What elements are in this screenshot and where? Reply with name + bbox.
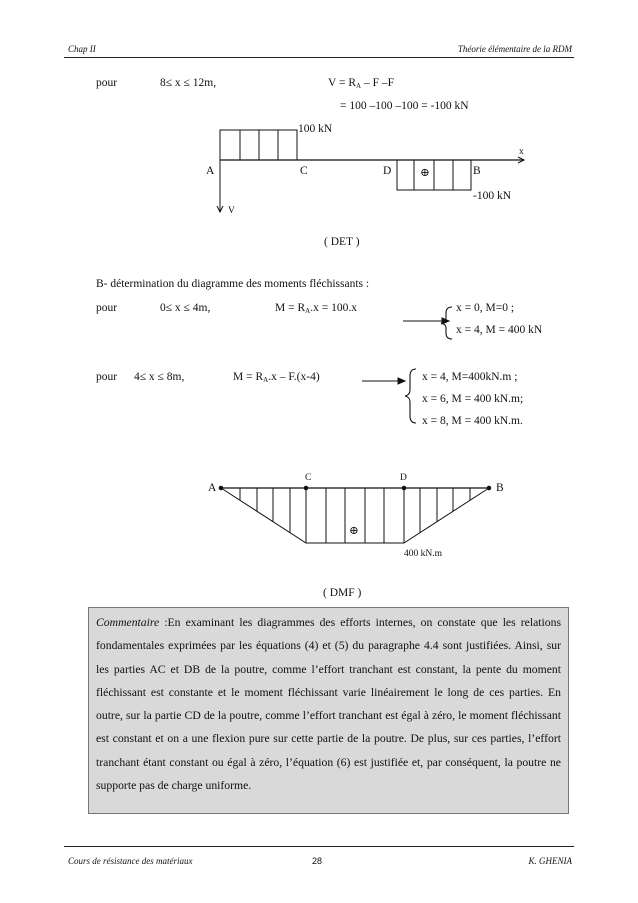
dmf-plus-icon: ⊕ (349, 525, 359, 537)
header-title: Théorie élémentaire de la RDM (457, 44, 572, 54)
det-caption: ( DET ) (324, 236, 360, 248)
dmf-point-a: A (208, 482, 217, 494)
comment-box (88, 607, 569, 814)
det-plus-icon: ⊕ (420, 167, 430, 179)
footer-author: K. GHENIA (528, 856, 572, 866)
header-chapter: Chap II (68, 44, 96, 54)
det-point-c: C (300, 165, 308, 177)
dmf-point-b: B (496, 482, 504, 494)
dmf-value-label: 400 kN.m (404, 549, 442, 559)
det-label-bottom: -100 kN (473, 190, 512, 202)
det-axis-v: V (228, 206, 235, 216)
det-point-d: D (383, 165, 392, 177)
case3-range: 8≤ x ≤ 12m, (160, 77, 217, 89)
r2-pour: pour (96, 371, 118, 383)
r2-result-2: x = 6, M = 400 kN.m; (422, 393, 524, 405)
footer-page-number: 28 (312, 856, 323, 866)
r2-equation: $M = R_A.x - F.(x-4)$ (233, 371, 320, 384)
r2-result-1: x = 4, M=400kN.m ; (422, 371, 518, 383)
moments-heading: B- détermination du diagramme des moments fléchissants : (96, 278, 370, 290)
det-point-a: A (206, 165, 215, 177)
dmf-point-c: C (305, 473, 312, 483)
r1-range: 0≤ x ≤ 4m, (160, 302, 211, 314)
det-label-top: 100 kN (298, 123, 333, 135)
case3-result: = 100 –100 –100 = -100 kN (340, 100, 469, 112)
det-point-b: B (473, 165, 481, 177)
footer-rule (64, 846, 574, 847)
brace-r1 (441, 307, 452, 339)
comment-label: Commentaire (96, 616, 160, 629)
footer-course: Cours de résistance des matériaux (68, 856, 193, 866)
dmf-caption: ( DMF ) (323, 587, 362, 599)
r1-pour: pour (96, 302, 118, 314)
r1-result-2: x = 4, M = 400 kN (456, 324, 543, 336)
r2-range: 4≤ x ≤ 8m, (134, 371, 185, 383)
case3-equation: $V = R_A - F$ –F (328, 77, 394, 90)
det-axis-x: x (519, 147, 524, 157)
r1-equation: $M = R_A.x = 100.x$ (275, 302, 357, 315)
r1-result-1: x = 0, M=0 ; (456, 302, 515, 314)
case3-pour: pour (96, 77, 118, 89)
comment-text: :En examinant les diagrammes des efforts internes, on constate que les relations fondamentales exprimées par les équations (4) et (5) du paragraphe 4.4 sont justifiées. Ainsi, sur les parties AC et DB de la poutre, comme l’effort tranchant est constant, la pente du moment fléchissant est constante et le moment fléchissant varie linéairement le long de ces parties. En outre, sur la partie CD de la poutre, comme l’effort tranchant est égal à zéro, le moment fléchissant est constant et on a une flexion pure sur cette partie de la poutre. De plus, sur ces parties, l’effort tranchant étant constant ou égal à zéro, l’équation (6) est justifiée et, par conséquent, la poutre ne supporte pas de charge uniforme. (96, 616, 561, 793)
dmf-point-d: D (400, 473, 407, 483)
brace-r2 (405, 369, 416, 423)
r2-result-3: x = 8, M = 400 kN.m. (422, 415, 523, 427)
